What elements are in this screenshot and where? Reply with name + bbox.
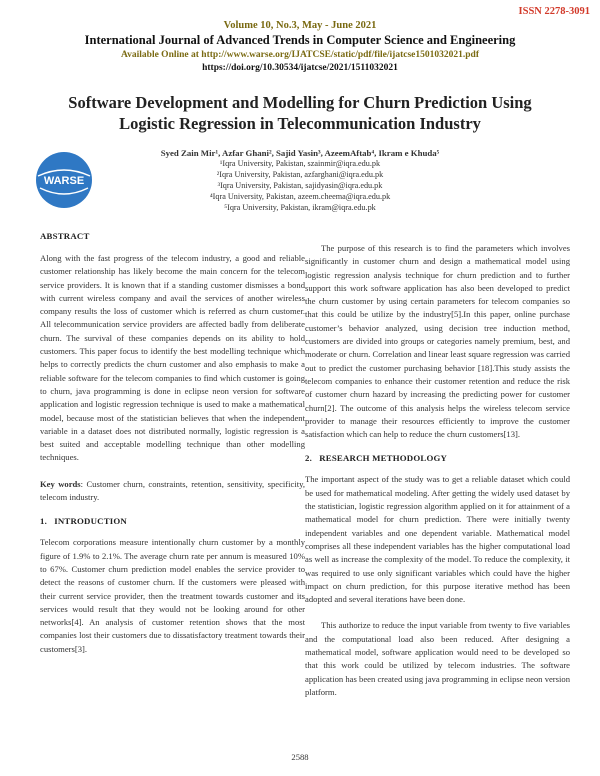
right-column	[305, 242, 570, 699]
introduction-text: Telecom corporations measure intentionally churn customer by a monthly figure of 1.9% to 2.1%. The average churn rate per annum is measured 10% to 67%. Customer churn prediction model enables the service provider to detect the reasons of customer churn. If the customers were pleased with their current service provider, then the treatment towards customer and its services would result that they would not be looking around for other networks[4]. An analysis of customer retention shows that the most companies lost their customers due to dissatisfactory treatment towards their customers[3].	[40, 537, 305, 654]
journal-name: International Journal of Advanced Trends in Computer Science and Engineering	[84, 33, 516, 47]
abstract-heading: ABSTRACT	[40, 231, 90, 241]
available-online-link[interactable]: Available Online at http://www.warse.org/IJATCSE/static/pdf/file/ijatcse1501032021.pdf	[120, 50, 479, 60]
doi-link[interactable]: https://doi.org/10.30534/ijatcse/2021/1511032021	[202, 63, 398, 73]
affiliation-4: ⁴Iqra University, Pakistan, azeem.cheema@iqra.edu.pk	[209, 192, 391, 201]
affiliation-2: ²Iqra University, Pakistan, azfarghani@iqra.edu.pk	[216, 170, 384, 179]
affiliation-5: ⁵Iqra University, Pakistan, ikram@iqra.edu.pk	[224, 203, 376, 212]
volume-line: Volume 10, No.3, May - June 2021	[223, 20, 377, 31]
issn-label: ISSN 2278-3091	[518, 6, 590, 17]
page-number: 2588	[291, 752, 309, 762]
keywords-text: : Customer churn, constraints, retention, sensitivity, specificity, telecom industry.	[40, 478, 305, 503]
warse-logo	[34, 150, 94, 210]
keywords-label: Key words	[40, 478, 81, 489]
author-list: Syed Zain Mir¹, Azfar Ghani², Sajid Yasin³, AzeemAftab⁴, Ikram e Khuda⁵	[160, 148, 440, 158]
methodology-text: The important aspect of the study was to get a reliable dataset which could be used for mathematical modeling. After getting the widely used dataset by the statistician, logistic regression algorithm applied on it for attainment of a mathematical model for churn prediction. There were initially twenty independent variables and one dependent variable. Mathematical model comprises all these independent variables has the higher computational load as well as increase the complexity of the model. To reduce the complexity, it was required to use only significant variables which could have the higher impact on churn prediction, for this purpose iterative method has been adopted and several iterations have been done.	[305, 474, 570, 605]
keywords	[40, 478, 305, 505]
abstract-text: Along with the fast progress of the telecom industry, a good and reliable customer relationship has likely become the main concern for the telecom service providers. It is known that if a standing customer dismisses a bond with current wireless company and avail the services of another wireless company results the loss of customer which is referred as churn customer. All telecommunication service providers are affected badly from deliberate churn. The survival of these companies depends on its ability to hold customers. This paper focus to identify the best modelling technique which helps to correctly predicts the churn customer and also emphasis to make a reliable software for the telecom companies to find which customer is going to churn, java programming is done in eclipse neon version for software application and logistic regression technique is used to make a mathematical model, because most of the statistician believes that when the independent variable in a dataset does not distributed normally, logistic regression is a best suited and acceptable modelling technique than other modelling techniques.	[40, 253, 305, 463]
authorize-paragraph: This authorize to reduce the input variable from twenty to five variables and the computational load also been reduced. After designing a mathematical model, software application would need to be developed so that this work could be utilized by telecom industries. The software application has been created using java programming in eclipse neon version platform.	[305, 620, 570, 697]
paper-title: Software Development and Modelling for Churn Prediction Using Logistic Regression in Telecommunication Industry	[68, 93, 532, 133]
logo-text: WARSE	[43, 175, 85, 187]
left-column	[40, 231, 305, 656]
affiliation-1: ¹Iqra University, Pakistan, szainmir@iqra.edu.pk	[219, 159, 381, 168]
purpose-paragraph: The purpose of this research is to find the parameters which involves significantly in customer churn and design a mathematical model using logistic regression analysis technique for churn prediction and to further support this work software application has also been developed to predict the churn customer by using certain parameters for telecom companies so that this could be utilize by the industry[5].In this paper, online purchase customer’s behavior analyzed, using decision tree induction method, customers are divided into groups or categories namely premium, best, and moderate or churn. Correlation and linear least square regression was carried out to predict the customer purchasing behavior [18].This study assists the telecom companies to enhance their customer retention and reduce the risk of customer churn hazard by increasing the predicting power for customer churn[2]. The outcome of this analysis helps the wireless telecom service provider to manage their resources efficiently to improve the customer satisfaction which can help to reduce the churn customers[13].	[305, 243, 570, 440]
introduction-heading: 1. INTRODUCTION	[40, 516, 127, 527]
methodology-heading: 2. RESEARCH METHODOLOGY	[305, 453, 448, 464]
affiliation-3: ³Iqra University, Pakistan, sajidyasin@iqra.edu.pk	[217, 181, 383, 190]
